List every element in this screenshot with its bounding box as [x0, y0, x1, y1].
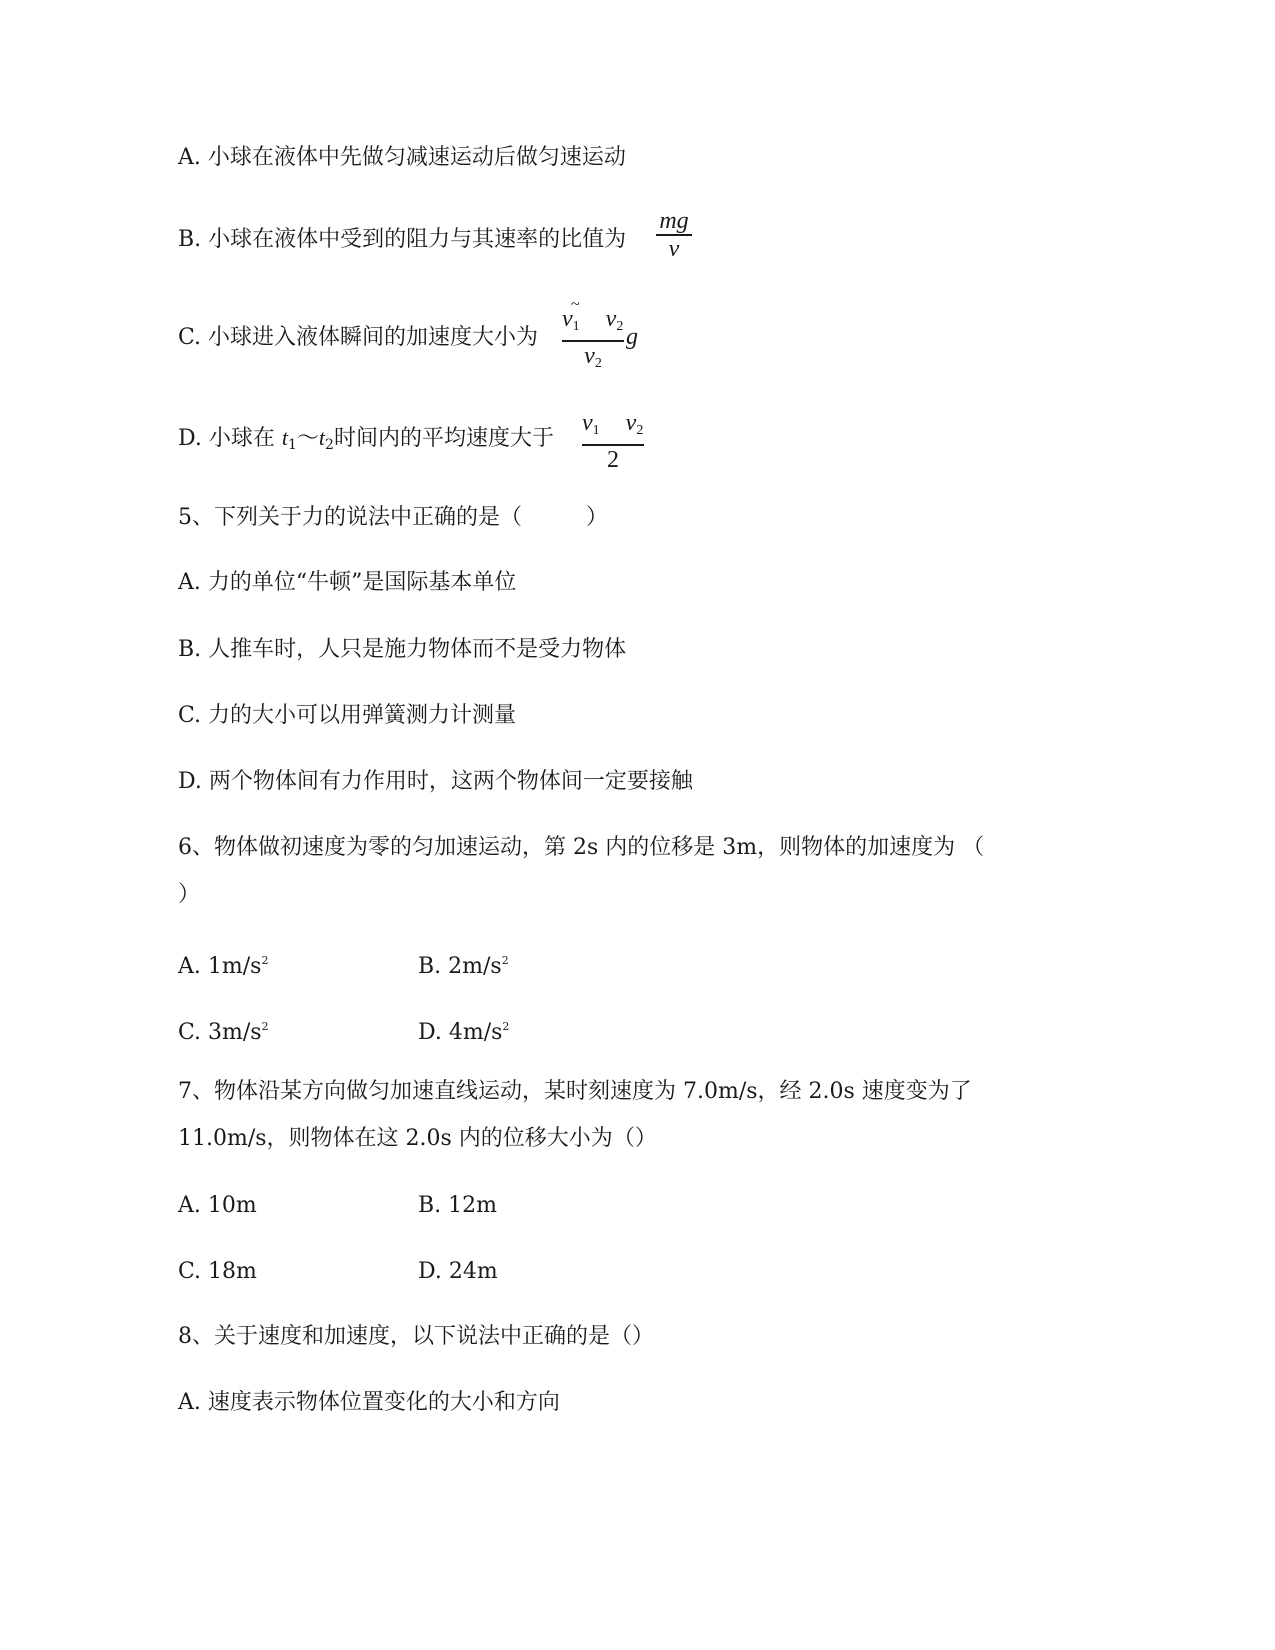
option-text: B. 2m/s — [418, 954, 502, 979]
exponent: 2 — [502, 1020, 510, 1033]
numerator-v2: v — [625, 410, 637, 436]
q6-stem-line1: 6、物体做初速度为零的匀加速运动，第 2s 内的位移是 3m，则物体的加速度为 （ — [178, 835, 985, 860]
subscript: 2 — [594, 355, 602, 371]
subscript: 2 — [636, 423, 644, 438]
fraction-denominator — [562, 342, 624, 378]
exponent: 2 — [261, 1020, 269, 1033]
q4-option-c-g: g — [626, 324, 638, 350]
subscript: 2 — [325, 437, 334, 453]
q6-option-d — [418, 1012, 509, 1048]
exponent: 2 — [501, 954, 509, 967]
q4-option-d-tilde: ～ — [296, 426, 319, 451]
q6-option-a — [178, 946, 268, 982]
subscript: 2 — [616, 319, 624, 334]
q8-stem: 8、关于速度和加速度，以下说法中正确的是（） — [178, 1324, 654, 1349]
q4-option-b-fraction — [656, 208, 692, 262]
fraction-denominator: 2 — [607, 446, 619, 473]
subscript: 1 — [592, 423, 600, 438]
q5-option-c: C. 力的大小可以用弹簧测力计测量 — [178, 703, 517, 728]
q7-stem-line1: 7、物体沿某方向做匀加速直线运动，某时刻速度为 7.0m/s，经 2.0s 速度变为了 — [178, 1079, 972, 1104]
q5-option-d: D. 两个物体间有力作用时，这两个物体间一定要接触 — [178, 769, 693, 794]
numerator-v1: v — [582, 410, 593, 436]
q7-option-d: D. 24m — [418, 1259, 498, 1284]
q6-option-c — [178, 1012, 269, 1048]
denominator-v2: v — [584, 342, 595, 369]
q4-option-c-fraction — [562, 296, 624, 378]
tilde-mark: ~ — [571, 296, 580, 313]
q7-option-c: C. 18m — [178, 1259, 257, 1284]
q4-option-d-fraction — [582, 410, 644, 474]
q4-option-d-t2: t — [318, 425, 326, 450]
q5-stem-text: 5、下列关于力的说法中正确的是（ — [178, 505, 522, 530]
option-text: A. 1m/s — [178, 954, 262, 979]
q7-stem-line2: 11.0m/s，则物体在这 2.0s 内的位移大小为（） — [178, 1126, 657, 1151]
q4-option-d — [178, 423, 554, 460]
q4-option-d-t1: t — [281, 425, 288, 450]
q5-stem — [178, 503, 608, 533]
subscript: 1 — [572, 319, 580, 334]
q4-option-a: A. 小球在液体中先做匀减速运动后做匀速运动 — [178, 145, 626, 170]
q4-option-c: C. 小球进入液体瞬间的加速度大小为 — [178, 325, 539, 350]
q7-option-b: B. 12m — [418, 1193, 498, 1218]
fraction-denominator: v — [668, 235, 680, 262]
q4-option-b: B. 小球在液体中受到的阻力与其速率的比值为 — [178, 227, 627, 252]
fraction-numerator — [562, 296, 624, 340]
exponent: 2 — [261, 954, 269, 967]
q5-option-a: A. 力的单位“牛顿”是国际基本单位 — [178, 570, 517, 595]
numerator-v1: v — [562, 306, 573, 332]
q6-stem-line2: ） — [178, 882, 201, 907]
q4-option-d-prefix: D. 小球在 — [178, 426, 275, 451]
q6-option-b — [418, 946, 509, 982]
q5-option-b: B. 人推车时，人只是施力物体而不是受力物体 — [178, 637, 627, 662]
fraction-numerator: mg — [659, 208, 689, 234]
fraction-numerator — [582, 410, 644, 444]
option-text: C. 3m/s — [178, 1020, 262, 1045]
q5-stem-end: ） — [586, 505, 609, 530]
q8-option-a: A. 速度表示物体位置变化的大小和方向 — [178, 1390, 560, 1415]
option-text: D. 4m/s — [418, 1020, 503, 1045]
numerator-v2: v — [605, 306, 617, 332]
q7-option-a: A. 10m — [178, 1193, 257, 1218]
subscript: 1 — [287, 437, 297, 453]
q4-option-d-suffix: 时间内的平均速度大于 — [333, 426, 554, 451]
